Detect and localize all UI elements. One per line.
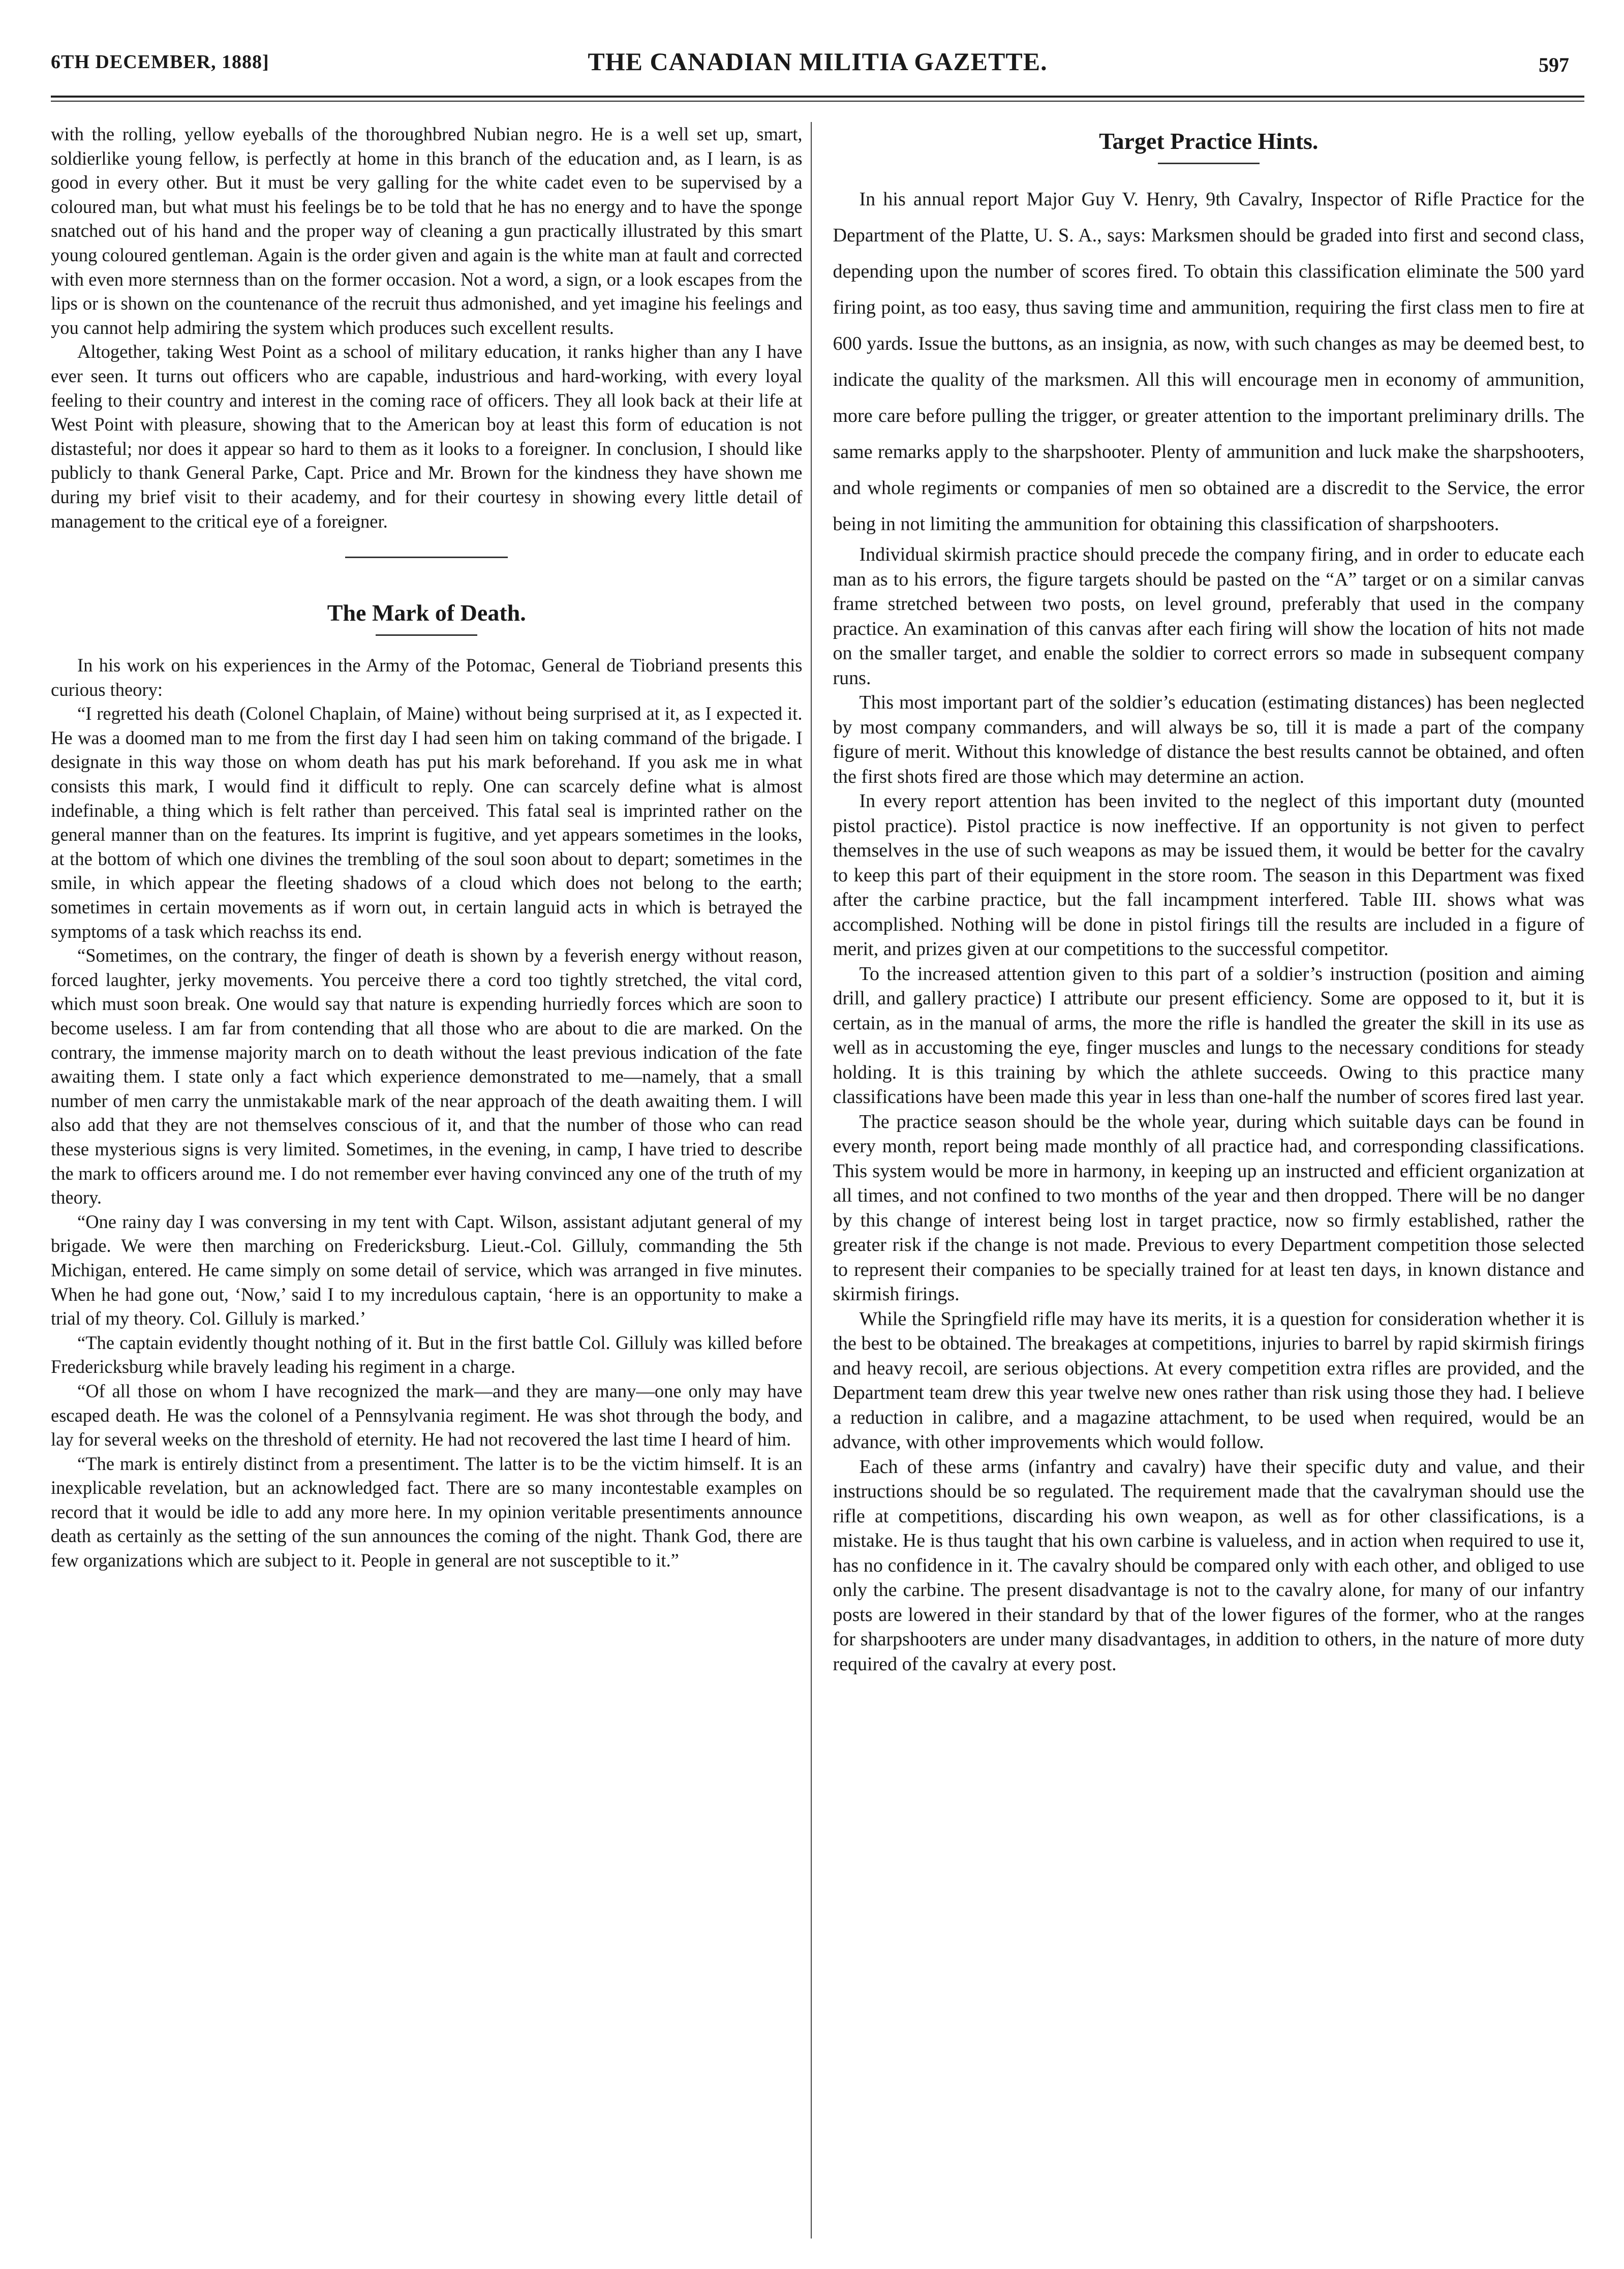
article-paragraph: In his annual report Major Guy V. Henry, 9th Cavalry, Inspector of Rifle Practice for the Department of the Platte, U. S. A., says: Marksmen should be graded into first and second class, depending upon the number of scores fired. To obtain this classification eliminate the 500 yard firing point, as too easy, thus saving time and ammunition, requiring the first class men to fire at 600 yards. Issue the buttons, as an insignia, as now, with such changes as may be deemed best, to indicate the quality of the marksmen. All this will encourage men in economy of ammunition, more care before pulling the trigger, or greater attention to the important preliminary drills. The same remarks apply to the sharpshooter. Plenty of ammunition and luck make the sharpshooters, and whole regiments or companies of men so obtained are a discredit to the Service, the error being in not limiting the ammunition for obtaining this classification of sharpshooters. [833, 189, 1584, 535]
article-paragraph: Each of these arms (infantry and cavalry) have their specific duty and value, and their instructions should be so regulated. The requirement made that the cavalryman should use the rifle at competitions, discarding his own weapon, as well as for other classifications, is a mistake. He is thus taught that his own carbine is valueless, and in action when required to use it, has no confidence in it. The cavalry should be compared only with each other, and obliged to use only the carbine. The present disadvantage is not to the cavalry alone, for many of our infantry posts are lowered in their standard by that of the lower figures of the former, who at the ranges for sharpshooters are under many disadvantages, in addition to others, in the nature of more duty required of the cavalry at every post. [833, 1456, 1584, 1675]
right-column [833, 122, 1585, 1676]
columns [51, 122, 1584, 1676]
title-rule [1158, 163, 1260, 164]
article-title-target-practice: Target Practice Hints. [1099, 128, 1319, 154]
article-paragraph: “Of all those on whom I have recognized the mark—and they are many—one only may have escaped death. He was the colonel of a Pennsylvania regiment. He was shot through the body, and lay for several weeks on the threshold of eternity. He had not recovered the last time I heard of him. [51, 1380, 803, 1450]
issue-date: 6TH DECEMBER, 1888] [51, 51, 269, 73]
article-paragraph: “I regretted his death (Colonel Chaplain, of Maine) without being surprised at it, as I expected it. He was a doomed man to me from the first day I had seen him on taking command of the brigade. I designate in this way those on whom death has put his mark beforehand. If you ask me in what consists this mark, I would find it difficult to reply. One can scarcely define what is almost indefinable, a thing which is felt rather than perceived. This fatal seal is imprinted rather on the general manner than on the features. Its imprint is fugitive, and yet appears sometimes in the looks, at the bottom of which one divines the trembling of the soul soon about to depart; sometimes in the smile, in which appear the fleeting shadows of a cloud which does not belong to the earth; sometimes in certain movements as if worn out, in certain languid acts in which is betrayed the symptoms of a task which reachss its end. [51, 703, 803, 942]
page-header [51, 47, 1584, 82]
publication-title: THE CANADIAN MILITIA GAZETTE. [588, 47, 1048, 76]
article-paragraph: To the increased attention given to this part of a soldier’s instruction (position and aiming drill, and gallery practice) I attribute our present efficiency. Some are opposed to it, but it is certain, as in the manual of arms, the more the rifle is handled the greater the skill in its use as well as in accustoming the eye, finger muscles and lungs to the necessary conditions for steady holding. It is this training by which the athlete succeeds. Owing to this practice many classifications have been made this year in less than one-half the number of scores fired last year. [833, 963, 1584, 1108]
section-separator [345, 557, 508, 558]
article-paragraph: The practice season should be the whole year, during which suitable days can be found in every month, report being made monthly of all practice had, and corresponding classifications. This system would be more in harmony, in keeping up an instructed and efficient organization at all times, and not confined to two months of the year and then dropped. There will be no danger by this change of interest being lost in target practice, now so firmly established, rather the greater risk if the change is not made. Previous to every Department competition those selected to represent their companies to be specially trained for at least ten days, in known distance and skirmish firings. [833, 1111, 1584, 1305]
left-column [51, 122, 803, 1676]
article-title-mark-of-death: The Mark of Death. [327, 600, 526, 626]
page-number: 597 [1539, 53, 1569, 76]
continued-paragraph: Altogether, taking West Point as a school of military education, it ranks higher than any I have ever seen. It turns out officers who are capable, industrious and hard-working, with every loyal feeling to their country and interest in the coming race of officers. They all look back at their life at West Point with pleasure, showing that to the American boy at least this form of education is not distasteful; nor does it appear so hard to them as it looks to a foreigner. In conclusion, I should like publicly to thank General Parke, Capt. Price and Mr. Brown for the kindness they have shown me during my brief visit to their academy, and for their courtesy in showing every little detail of management to the critical eye of a foreigner. [51, 341, 803, 532]
article-paragraph: While the Springfield rifle may have its merits, it is a question for consideration whether it is the best to be obtained. The breakages at competitions, injuries to barrel by rapid skirmish firings and heavy recoil, are serious objections. At every competition extra rifles are provided, and the Department team drew this year twelve new ones rather than risk using those they had. I believe a reduction in calibre, and a magazine attachment, to be used when required, would be an advance, with other improvements which would follow. [833, 1308, 1584, 1453]
article-paragraph: In his work on his experiences in the Army of the Potomac, General de Tiobriand presents this curious theory: [51, 655, 803, 700]
article-paragraph: “One rainy day I was conversing in my tent with Capt. Wilson, assistant adjutant general of my brigade. We were then marching on Fredericksburg. Lieut.-Col. Gilluly, commanding the 5th Michigan, entered. He came simply on some detail of service, which was arranged in five minutes. When he had gone out, ‘Now,’ said I to my incredulous captain, ‘here is an opportunity to make a trial of my theory. Col. Gilluly is marked.’ [51, 1211, 803, 1329]
article-paragraph: In every report attention has been invited to the neglect of this important duty (mounted pistol practice). Pistol practice is now ineffective. If an opportunity is not given to perfect themselves in the use of such weapons as may be issued them, it would be better for the cavalry to keep this part of their equipment in the store room. The season in this Department was fixed after the carbine practice, but the fall incampment interfered. Table III. shows what was accomplished. Nothing will be done in pistol firings till the results are included in a figure of merit, and prizes given at our competitions to the successful competitor. [833, 790, 1584, 960]
article-paragraph: This most important part of the soldier’s education (estimating distances) has been neglected by most company commanders, and will always be so, till it is made a part of the company figure of merit. Without this knowledge of distance the best results cannot be obtained, and often the first shots fired are those which may determine an action. [833, 692, 1584, 787]
article-paragraph: “Sometimes, on the contrary, the finger of death is shown by a feverish energy without reason, forced laughter, jerky movements. You perceive there a cord too tightly stretched, the vital cord, which must soon break. One would say that nature is expending hurriedly forces which are soon to become useless. I am far from contending that all those who are about to die are marked. On the contrary, the immense majority march on to death without the least previous indication of the fate awaiting them. I state only a fact which experience demonstrated to me—namely, that a small number of men carry the unmistakable mark of the near approach of the death awaiting them. I will also add that they are not themselves conscious of it, and that the number of those who can read these mysterious signs is very limited. Sometimes, in the evening, in camp, I have tried to describe the mark to officers around me. I do not remember ever having convinced any one of the truth of my theory. [51, 945, 803, 1208]
continued-paragraph: with the rolling, yellow eyeballs of the thoroughbred Nubian negro. He is a well set up, smart, soldierlike young fellow, is perfectly at home in this branch of the education and, as I learn, is as good in every other. But it must be very galling for the white cadet even to be supervised by a coloured man, but what must his feelings be to be told that he has no energy and to have the sponge snatched out of his hand and the proper way of cleaning a gun practically illustrated by this smart young coloured gentleman. Again is the order given and again is the white man at fault and corrected with even more sternness than on the former occasion. Not a word, a sign, or a look escapes from the lips or is shown on the countenance of the recruit thus admonished, and yet imagine his feelings and you cannot help admiring the system which produces such excellent results. [51, 124, 803, 338]
article-paragraph: “The captain evidently thought nothing of it. But in the first battle Col. Gilluly was killed before Fredericksburg while bravely leading his regiment in a charge. [51, 1332, 803, 1377]
article-paragraph: “The mark is entirely distinct from a presentiment. The latter is to be the victim himself. It is an inexplicable revelation, but an acknowledged fact. There are so many incontestable examples on record that it would be idle to add any more here. In my opinion veritable presentiments announce death as certainly as the setting of the sun announces the coming of the night. Thank God, there are few organizations which are subject to it. People in general are not susceptible to it.” [51, 1453, 803, 1571]
title-rule [376, 634, 477, 636]
header-double-rule [51, 96, 1584, 102]
article-paragraph: Individual skirmish practice should precede the company firing, and in order to educate each man as to his errors, the figure targets should be pasted on the “A” target or on a similar canvas frame stretched between two posts, on level ground, preferably that used in the company practice. An examination of this canvas after each firing will show the location of hits not made on the smaller target, and enable the soldier to correct errors so made in subsequent company runs. [833, 544, 1584, 689]
